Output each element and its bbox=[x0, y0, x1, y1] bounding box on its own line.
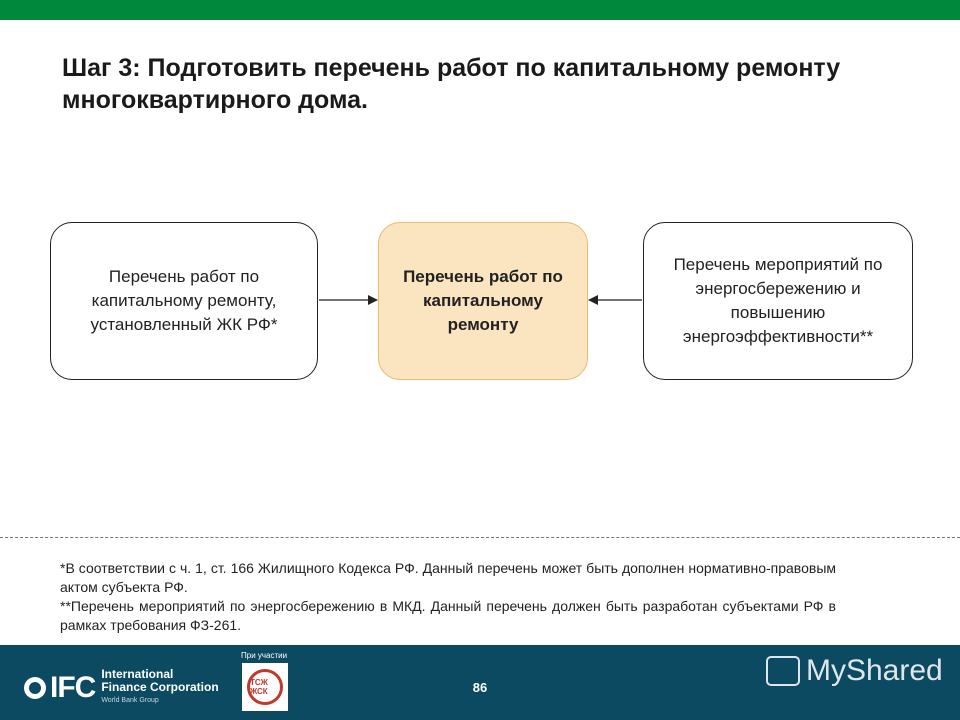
box-energy-saving-measures-label: Перечень мероприятий по энергосбережению и повышению энергоэффективности** bbox=[673, 255, 883, 346]
box-energy-saving-measures bbox=[643, 222, 913, 380]
watermark-text: MyShared bbox=[806, 654, 943, 687]
box-capital-repair-works bbox=[378, 222, 588, 380]
ifc-name bbox=[101, 668, 218, 707]
box-capital-repair-works-label: Перечень работ по капитальному ремонту bbox=[403, 267, 563, 334]
ifc-name-line2: Finance Corporation bbox=[101, 680, 219, 694]
slide-title: Шаг 3: Подготовить перечень работ по капитальному ремонту многоквартирного дома. bbox=[62, 54, 841, 114]
page-number: 86 bbox=[472, 680, 488, 695]
ifc-subtitle: World Bank Group bbox=[101, 697, 159, 704]
association-emblem-icon bbox=[247, 669, 283, 705]
footnote-1: *В соответствии с ч. 1, ст. 166 Жилищного Кодекса РФ. Данный перечень может быть дополнен нормативно-правовым актом субъекта РФ. bbox=[60, 560, 836, 595]
footnote-divider bbox=[0, 537, 960, 538]
presentation-icon bbox=[766, 656, 800, 686]
association-logo bbox=[242, 663, 288, 711]
ifc-logo bbox=[24, 668, 219, 707]
ifc-name-line1: International bbox=[101, 667, 174, 681]
footnotes bbox=[60, 559, 836, 635]
association-mark: ТСЖ ЖСК bbox=[250, 678, 268, 696]
footnote-2: **Перечень мероприятий по энергосбережению в МКД. Данный перечень должен быть разработан субъектами РФ в рамках требования ФЗ-261. bbox=[60, 598, 836, 633]
box-housing-code-works bbox=[50, 222, 318, 380]
watermark bbox=[766, 654, 943, 688]
top-accent-bar bbox=[0, 0, 960, 20]
ifc-mark: IFC bbox=[50, 670, 96, 704]
globe-icon bbox=[24, 677, 46, 699]
box-housing-code-works-label: Перечень работ по капитальному ремонту, установленный ЖК РФ* bbox=[90, 267, 278, 334]
participation-label: При участии bbox=[241, 651, 288, 660]
